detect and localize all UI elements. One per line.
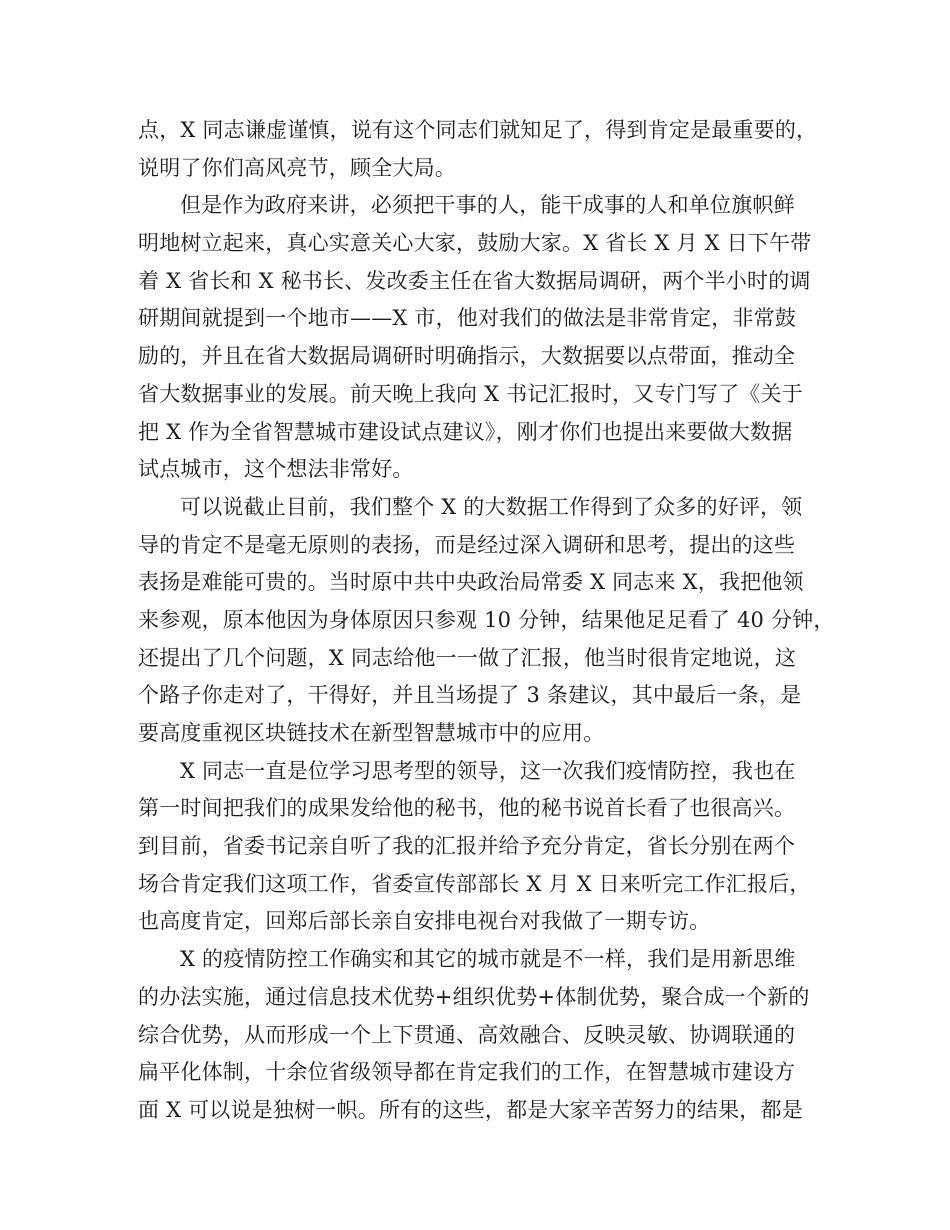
paragraph-start-line: X 同志一直是位学习思考型的领导，这一次我们疫情防控，我也在	[180, 758, 796, 783]
text-line: 面 X 可以说是独树一帜。所有的这些，都是大家辛苦努力的结果，都是	[138, 1097, 803, 1122]
text-line: 着 X 省长和 X 秘书长、发改委主任在省大数据局调研，两个半小时的调	[138, 268, 811, 293]
text-line: 励的，并且在省大数据局调研时明确指示，大数据要以点带面，推动全	[138, 344, 796, 369]
text-line: 场合肯定我们这项工作，省委宣传部部长 X 月 X 日来听完工作汇报后，	[138, 871, 811, 896]
text-line: 表扬是难能可贵的。当时原中共中央政治局常委 X 同志来 X，我把他领	[138, 570, 804, 595]
text-line: 到目前，省委书记亲自听了我的汇报并给予充分肯定，省长分别在两个	[138, 834, 796, 859]
text-line: 把 X 作为全省智慧城市建设试点建议》，刚才你们也提出来要做大数据	[138, 419, 793, 444]
text-line: 来参观，原本他因为身体原因只参观 10 分钟，结果他足足看了 40 分钟，	[138, 607, 835, 632]
text-line: 也高度肯定，回郑后部长亲自安排电视台对我做了一期专访。	[138, 909, 711, 934]
text-line: 的办法实施，通过信息技术优势+组织优势+体制优势，聚合成一个新的	[138, 984, 810, 1009]
text-line: 个路子你走对了，干得好，并且当场提了 3 条建议，其中最后一条，是	[138, 683, 802, 708]
text-line: 还提出了几个问题，X 同志给他一一做了汇报，他当时很肯定地说，这	[138, 645, 797, 670]
text-line: 点，X 同志谦虚谨慎，说有这个同志们就知足了，得到肯定是最重要的，	[138, 118, 818, 142]
text-line: 要高度重视区块链技术在新型智慧城市中的应用。	[138, 721, 605, 745]
text-line: 明地树立起来，真心实意关心大家，鼓励大家。X 省长 X 月 X 日下午带	[138, 231, 812, 256]
text-line: 说明了你们高风亮节，顾全大局。	[138, 155, 456, 180]
paragraph-start-line: 可以说截止目前，我们整个 X 的大数据工作得到了众多的好评，领	[180, 494, 803, 519]
text-line: 试点城市，这个想法非常好。	[138, 457, 414, 482]
text-line: 省大数据事业的发展。前天晚上我向 X 书记汇报时，又专门写了《关于	[138, 381, 803, 406]
text-line: 导的肯定不是毫无原则的表扬，而是经过深入调研和思考，提出的这些	[138, 532, 796, 557]
text-line: 第一时间把我们的成果发给他的秘书，他的秘书说首长看了也很高兴。	[138, 796, 796, 821]
document-body	[138, 112, 835, 1130]
text-line: 综合优势，从而形成一个上下贯通、高效融合、反映灵敏、协调联通的	[138, 1022, 796, 1047]
paragraph-start-line: 但是作为政府来讲，必须把干事的人，能干成事的人和单位旗帜鲜	[180, 193, 795, 218]
text-line: 研期间就提到一个地市——X 市，他对我们的做法是非常肯定，非常鼓	[138, 306, 797, 331]
text-line: 扁平化体制，十余位省级领导都在肯定我们的工作，在智慧城市建设方	[138, 1060, 796, 1085]
paragraph-start-line: X 的疫情防控工作确实和其它的城市就是不一样，我们是用新思维	[180, 947, 796, 972]
